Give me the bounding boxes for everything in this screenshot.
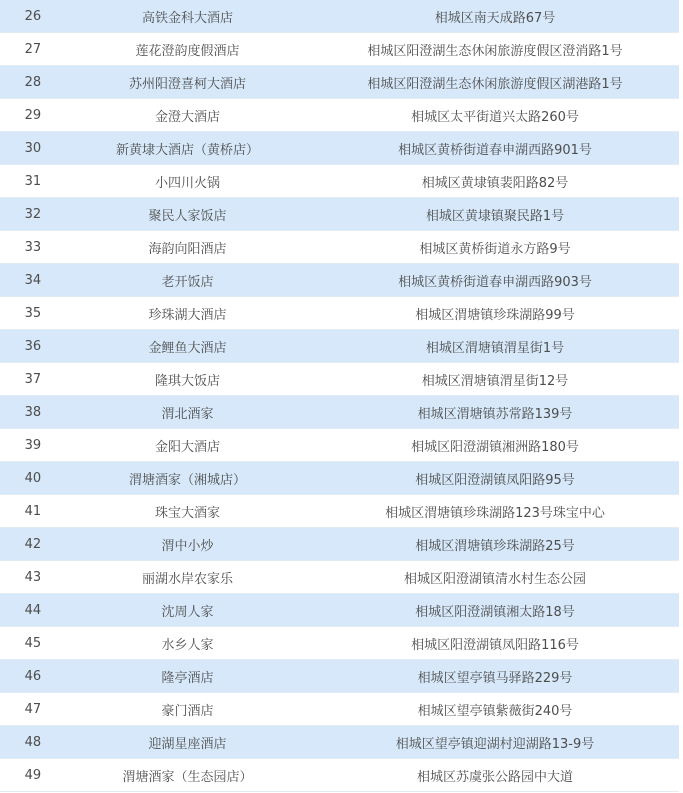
restaurant-address: 相城区望亭镇紫薇街240号 xyxy=(417,703,573,719)
row-number: 49 xyxy=(24,767,42,783)
table-row xyxy=(0,132,679,165)
restaurant-address: 相城区渭塘镇苏常路139号 xyxy=(417,406,573,422)
row-number: 45 xyxy=(24,635,42,651)
row-number: 41 xyxy=(24,503,42,519)
restaurant-name: 老开饭店 xyxy=(161,274,214,290)
restaurant-address: 相城区黄埭镇聚民路1号 xyxy=(425,208,565,224)
restaurant-address: 相城区黄桥街道春申湖西路901号 xyxy=(398,142,592,158)
restaurant-name: 沈周人家 xyxy=(161,604,214,620)
restaurant-name: 隆琪大饭店 xyxy=(154,373,220,389)
restaurant-address: 相城区渭塘镇渭星街12号 xyxy=(421,373,569,389)
table-row xyxy=(0,462,679,495)
restaurant-name: 金阳大酒店 xyxy=(154,439,220,455)
row-number: 27 xyxy=(24,41,42,57)
restaurant-address: 相城区阳澄湖镇湘太路18号 xyxy=(415,604,575,620)
row-number: 40 xyxy=(24,470,42,486)
table-row xyxy=(0,66,679,99)
row-number: 28 xyxy=(24,74,42,90)
row-number: 46 xyxy=(24,668,42,684)
table-row xyxy=(0,99,679,132)
restaurant-name: 渭塘酒家（生态园店） xyxy=(122,769,253,785)
restaurant-address: 相城区阳澄湖镇凤阳路116号 xyxy=(411,637,579,653)
table-row xyxy=(0,759,679,792)
restaurant-name: 海韵向阳酒店 xyxy=(148,241,227,257)
table-row xyxy=(0,231,679,264)
restaurant-address: 相城区南天成路67号 xyxy=(434,10,556,26)
restaurant-address: 相城区渭塘镇珍珠湖路123号珠宝中心 xyxy=(385,505,605,521)
row-number: 30 xyxy=(24,140,42,156)
restaurant-address: 相城区渭塘镇渭星街1号 xyxy=(425,340,565,356)
restaurant-address: 相城区阳澄湖生态休闲旅游度假区澄消路1号 xyxy=(367,43,623,59)
restaurant-name: 金澄大酒店 xyxy=(154,109,220,125)
restaurant-name: 珠宝大酒家 xyxy=(154,505,220,521)
row-number: 38 xyxy=(24,404,42,420)
row-number: 48 xyxy=(24,734,42,750)
restaurant-name: 莲花澄韵度假酒店 xyxy=(135,43,240,59)
table-row xyxy=(0,198,679,231)
restaurant-name: 渭北酒家 xyxy=(161,406,214,422)
table-row xyxy=(0,330,679,363)
restaurant-name: 珍珠湖大酒店 xyxy=(148,307,227,323)
table-row xyxy=(0,297,679,330)
restaurant-name: 水乡人家 xyxy=(161,637,214,653)
restaurant-name: 豪门酒店 xyxy=(161,703,214,719)
restaurant-name: 苏州阳澄喜柯大酒店 xyxy=(128,76,246,92)
row-number: 33 xyxy=(24,239,42,255)
restaurant-address: 相城区渭塘镇珍珠湖路25号 xyxy=(415,538,575,554)
restaurant-address: 相城区太平街道兴太路260号 xyxy=(411,109,579,125)
restaurant-address: 相城区阳澄湖镇清水村生态公园 xyxy=(404,571,587,587)
restaurant-name: 小四川火锅 xyxy=(154,175,220,191)
restaurant-name: 聚民人家饭店 xyxy=(148,208,227,224)
row-number: 39 xyxy=(24,437,42,453)
row-number: 26 xyxy=(24,8,42,24)
table-row xyxy=(0,363,679,396)
restaurant-name: 高铁金科大酒店 xyxy=(141,10,233,26)
restaurant-name: 金鲤鱼大酒店 xyxy=(148,340,227,356)
restaurant-name: 隆亭酒店 xyxy=(161,670,214,686)
table-row xyxy=(0,33,679,66)
restaurant-address: 相城区阳澄湖生态休闲旅游度假区湖港路1号 xyxy=(367,76,623,92)
row-number: 32 xyxy=(24,206,42,222)
table-row xyxy=(0,726,679,759)
restaurant-address: 相城区阳澄湖镇凤阳路95号 xyxy=(415,472,575,488)
row-number: 44 xyxy=(24,602,42,618)
restaurant-name: 丽湖水岸农家乐 xyxy=(141,571,233,587)
restaurant-address: 相城区黄埭镇裴阳路82号 xyxy=(421,175,569,191)
restaurant-name: 渭塘酒家（湘城店） xyxy=(128,472,246,488)
table-row xyxy=(0,693,679,726)
table-row xyxy=(0,396,679,429)
row-number: 43 xyxy=(24,569,42,585)
restaurant-address: 相城区渭塘镇珍珠湖路99号 xyxy=(415,307,575,323)
restaurant-name: 渭中小炒 xyxy=(161,538,214,554)
row-number: 47 xyxy=(24,701,42,717)
row-number: 34 xyxy=(24,272,42,288)
restaurant-address: 相城区苏虞张公路园中大道 xyxy=(417,769,574,785)
row-number: 37 xyxy=(24,371,42,387)
restaurant-address: 相城区望亭镇迎湖村迎湖路13-9号 xyxy=(395,736,595,752)
restaurant-address: 相城区黄桥街道永方路9号 xyxy=(419,241,571,257)
row-number: 29 xyxy=(24,107,42,123)
table-row xyxy=(0,627,679,660)
table-row xyxy=(0,561,679,594)
restaurant-name: 迎湖星座酒店 xyxy=(148,736,227,752)
row-number: 31 xyxy=(24,173,42,189)
restaurant-address: 相城区阳澄湖镇湘洲路180号 xyxy=(411,439,579,455)
restaurant-address: 相城区黄桥街道春申湖西路903号 xyxy=(398,274,592,290)
row-number: 35 xyxy=(24,305,42,321)
table-row xyxy=(0,0,679,33)
table-row xyxy=(0,528,679,561)
table-row xyxy=(0,495,679,528)
table-row xyxy=(0,165,679,198)
table-row xyxy=(0,429,679,462)
row-number: 42 xyxy=(24,536,42,552)
table-row xyxy=(0,264,679,297)
restaurant-name: 新黄埭大酒店（黄桥店） xyxy=(115,142,259,158)
table-row xyxy=(0,660,679,693)
restaurant-address: 相城区望亭镇马驿路229号 xyxy=(417,670,573,686)
table-row xyxy=(0,594,679,627)
row-number: 36 xyxy=(24,338,42,354)
